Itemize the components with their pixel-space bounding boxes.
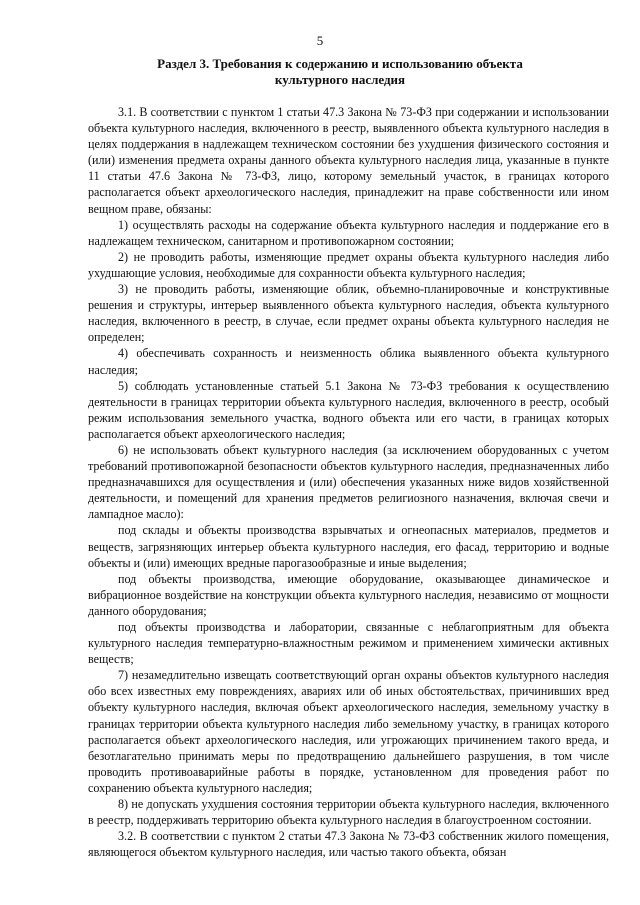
list-item-6-sub-1: под склады и объекты производства взрывчатых и огнеопасных материалов, предметов и веществ, загрязняющих интерьер объекта культурного наследия, его фасад, территорию и водные объекты и (или) имеющих вредные парогазообразные и иные выделения;	[88, 523, 609, 570]
list-item-1: 1) осуществлять расходы на содержание объекта культурного наследия и поддержание его в надлежащем техническом, санитарном и противопожарном состоянии;	[88, 217, 609, 248]
paragraph-3-2: 3.2. В соответствии с пунктом 2 статьи 47.3 Закона № 73-ФЗ собственник жилого помещения, являющегося объектом культурного наследия, или частью такого объекта, обязан	[88, 829, 609, 860]
document-body	[88, 104, 609, 860]
list-item-6-sub-2: под объекты производства, имеющие оборудование, оказывающее динамическое и вибрационное воздействие на конструкции объекта культурного наследия, независимо от мощности данного оборудования;	[88, 571, 609, 618]
list-item-8: 8) не допускать ухудшения состояния территории объекта культурного наследия, включенного в реестр, поддерживать территорию объекта культурного наследия в благоустроенном состоянии.	[88, 797, 609, 828]
list-item-2: 2) не проводить работы, изменяющие предмет охраны объекта культурного наследия либо ухудшающие условия, необходимые для сохранности объекта культурного наследия;	[88, 249, 609, 280]
section-title: Раздел 3. Требования к содержанию и использованию объекта культурного наследия	[157, 56, 523, 87]
list-item-5: 5) соблюдать установленные статьей 5.1 Закона № 73-ФЗ требования к осуществлению деятельности в границах территории объекта культурного наследия, включенного в реестр, особый режим использования земельного участка, водного объекта или его части, в границах которых располагается объект археологического наследия;	[88, 378, 609, 441]
list-item-6-sub-3: под объекты производства и лаборатории, связанные с неблагоприятным для объекта культурного наследия температурно-влажностным режимом и применением химически активных веществ;	[88, 620, 609, 667]
paragraph-3-1: 3.1. В соответствии с пунктом 1 статьи 47.3 Закона № 73-ФЗ при содержании и использовании объекта культурного наследия, включенного в реестр, выявленного объекта культурного наследия в целях поддержания в надлежащем техническом состоянии без ухудшения физического состояния и (или) изменения предмета охраны данного объекта культурного наследия лица, указанные в пункте 11 статьи 47.6 Закона № 73-ФЗ, лицо, которому земельный участок, в границах которого располагается объект археологического наследия, принадлежит на праве собственности или ином вещном праве, обязаны:	[88, 105, 609, 216]
list-item-3: 3) не проводить работы, изменяющие облик, объемно-планировочные и конструктивные решения и структуры, интерьер выявленного объекта культурного наследия, объекта культурного наследия, включенного в реестр, в случае, если предмет охраны объекта культурного наследия не определен;	[88, 282, 609, 345]
page-number: 5	[316, 33, 324, 48]
list-item-7: 7) незамедлительно извещать соответствующий орган охраны объектов культурного наследия обо всех известных ему повреждениях, авариях или об иных обстоятельствах, причинивших вред объекту культурного наследия, включая объект археологического наследия, земельному участку в границах территории объекта культурного наследия либо земельному участку, в границах которого располагается объект археологического наследия, или угрожающих причинением такого вреда, и безотлагательно принимать меры по предотвращению дальнейшего разрушения, в том числе проводить противоаварийные работы в порядке, установленном для проведения работ по сохранению объекта культурного наследия;	[88, 668, 609, 795]
list-item-6: 6) не использовать объект культурного наследия (за исключением оборудованных с учетом требований противопожарной безопасности объектов культурного наследия, предназначенных либо предназначавшихся для осуществления и (или) обеспечения указанных ниже видов хозяйственной деятельности, и помещений для хранения предметов религиозного назначения, включая свечи и лампадное масло):	[88, 442, 609, 522]
list-item-4: 4) обеспечивать сохранность и неизменность облика выявленного объекта культурного наследия;	[88, 346, 609, 377]
